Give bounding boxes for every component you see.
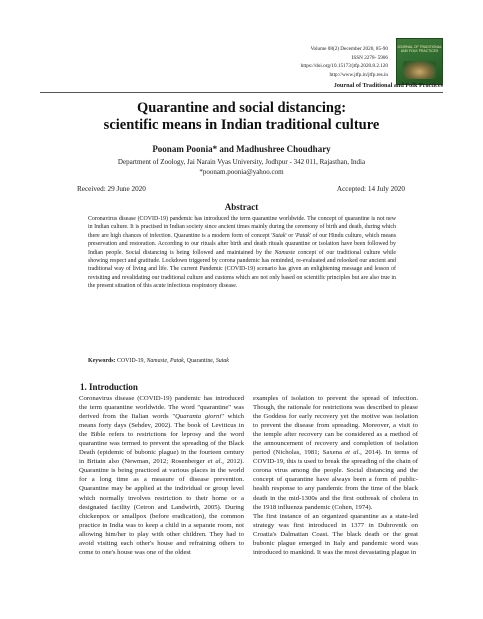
abstract-text bbox=[88, 215, 396, 291]
intro-paragraph-2: The first instance of an organized quarantine as a state-led strategy was first introduced in 1377 in Dubrovnik on Croatia's Dalmatian Coast. The black death or the great bubonic plague emerged in Italy and pandemic word was introduced to mankind. It was the most devastating plague in bbox=[253, 512, 418, 556]
term-patak: Patak bbox=[296, 232, 310, 239]
abstract-part-2: ' or ' bbox=[285, 232, 297, 239]
keywords-label: Keywords: bbox=[88, 358, 116, 364]
intro-right-part-a: examples of isolation to prevent the spread of infection. Though, the rationale for restrictions was described to please the Goddess for early recovery yet the motive was isolation to prevent the disease from spreading. Moreover, a visit to the temple after recovery can be considered as a method of the announcement of recovery and completion of isolation period (Nicholas, 1981; Saxena bbox=[253, 395, 418, 457]
article-title bbox=[0, 100, 483, 134]
keyword-text-3: , Quarantine, bbox=[183, 358, 216, 364]
body-column-right bbox=[253, 394, 418, 557]
title-line-2: scientific means in Indian traditional culture bbox=[103, 117, 380, 133]
author-list: Poonam Poonia* and Madhushree Choudhary bbox=[152, 144, 331, 154]
corresponding-email[interactable]: *poonam.poonia@yahoo.com bbox=[199, 168, 284, 176]
section-heading-introduction: 1. Introduction bbox=[80, 382, 138, 392]
title-line-1: Quarantine and social distancing: bbox=[136, 100, 347, 116]
citation-et-al: et al. bbox=[207, 458, 223, 466]
cover-image bbox=[403, 61, 436, 79]
journal-url-link[interactable]: http://www.jtfp.in/jtfp.res.in bbox=[329, 71, 388, 78]
journal-meta-block bbox=[248, 45, 388, 79]
intro-left-part-a: Coronavirus disease (COVID-19) pandemic has introduced the term quarantine worldwide. The word "quarantine" was derived from the Italian words " bbox=[79, 395, 244, 421]
author-affiliation: Department of Zoology, Jai Narain Vyas University, Jodhpur - 342 011, Rajasthan, India bbox=[117, 158, 366, 166]
abstract-part-4: concept of our traditional culture while showing respect and gratitude. Lockdown triggered by corona pandemic has reminded, re-evaluated and relooked our ancient and traditional way of living and life. The current Pandemic (COVID-19) scenario has given an enlightening message and lesson of revisiting and revalidating our traditional culture and customs which are not only based on scientific principles but are also true in the present situation of this acute infectious respiratory disease. bbox=[88, 249, 396, 290]
term-sutak: Sutak bbox=[272, 232, 286, 239]
received-date: Received: 29 June 2020 bbox=[77, 185, 146, 193]
intro-right-part-b: , 2014). In terms of COVID-19, this is used to break the spreading of the chain of corona virus among the people. Social distancing and the concept of quarantine have always been a form of public-health response to any pandemic from the time of the black death in the mid-1300s and the first outbreak of cholera in the 1918 influenza pandemic (Cohen, 1974). bbox=[253, 449, 418, 511]
header-divider bbox=[40, 92, 443, 93]
doi-link[interactable]: https://doi.org/10.15173/jtfp.2020.8.2.120 bbox=[300, 63, 388, 70]
term-namaste: Namaste bbox=[274, 249, 296, 256]
keyword-namaste: Namaste bbox=[146, 358, 168, 364]
intro-paragraph-1 bbox=[79, 394, 244, 557]
intro-paragraph-1-cont bbox=[253, 394, 418, 512]
abstract-heading: Abstract bbox=[224, 202, 259, 212]
keywords-line bbox=[88, 357, 396, 365]
abstract-part-3: ' of our Hindu culture, which means preservation and restoration. According to our rituals after birth and death rituals quarantine or isolation have been followed by Indian people. Social distancing is being followed and maintained by the bbox=[88, 232, 397, 256]
keyword-text-2: , bbox=[167, 358, 171, 364]
keyword-patak: Patak bbox=[170, 358, 184, 364]
intro-left-part-b: " which means forty days (Sehdev, 2002). The book of Leviticus in the Bible refers to restrictions for leprosy and the word quarantine was termed to prevent the spreading of the Black Death (epidemic of bubonic plague) in the fourteen century in Britain also (Newman, 2012; Rosenberger bbox=[79, 413, 244, 466]
cover-title: JOURNAL OF TRADITIONAL AND FOLK PRACTICES bbox=[397, 45, 442, 53]
intro-left-part-c: , 2012). Quarantine is being practiced at various places in the world for a long time as a measure of disease prevention. Quarantine may be applied at the individual or group level which normally involves restriction to their home or a designated facility (Cetron and Landwirth, 2005). During chickenpox or smallpox (before eradication), the common practice in India was to keep a child in a separate room, not allowing him/her to play with other children. They had to avoid visiting each other's house and refraining others to come to one's house was one of the oldest bbox=[79, 458, 245, 556]
citation-et-al: et al. bbox=[345, 449, 361, 457]
issn-info: ISSN 2278- 5906 bbox=[351, 54, 388, 61]
volume-info: Volume 08(2) December 2020, 85-90 bbox=[310, 46, 388, 52]
abstract-part-1: Coronavirus disease (COVID-19) pandemic has introduced the term quarantine worldwide. The concept of quarantine is not new in Indian culture. It is practised in Indian society since ancient times mainly during the ceremony of birth and death, during which there are high chances of infection. Quarantine is a modern form of concept ' bbox=[88, 216, 396, 239]
journal-name: Journal of Traditional and Folk Practices bbox=[333, 82, 443, 89]
term-quaranta-giorni: Quaranta giorni bbox=[175, 413, 222, 421]
body-column-left bbox=[79, 394, 244, 557]
accepted-date: Accepted: 14 July 2020 bbox=[336, 185, 405, 193]
keyword-sutak: Sutak bbox=[215, 358, 229, 364]
journal-cover-thumbnail bbox=[396, 38, 443, 85]
keyword-text-1: COVID-19, bbox=[115, 358, 147, 364]
